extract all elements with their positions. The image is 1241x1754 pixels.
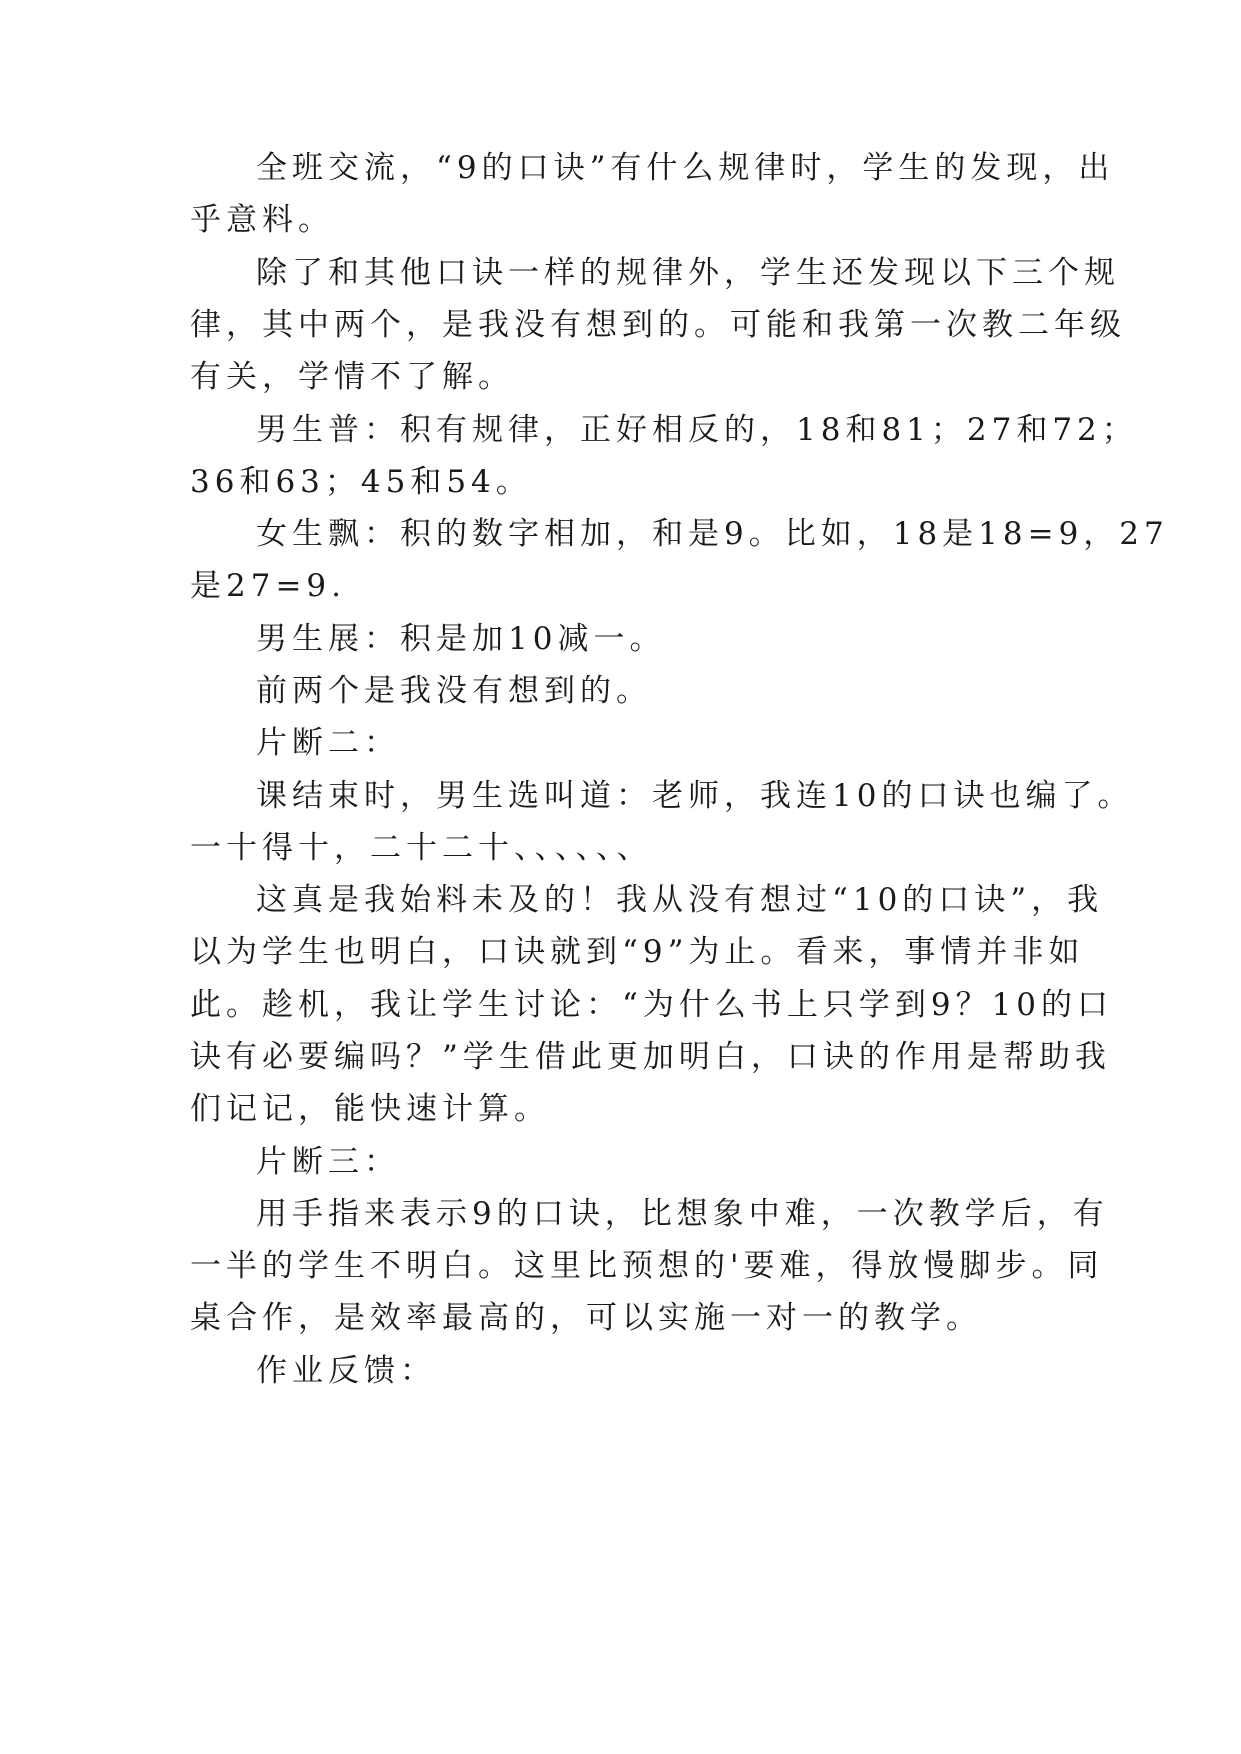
paragraph-line: 以为学生也明白，口诀就到“9”为止。看来，事情并非如 — [190, 934, 1085, 970]
paragraph-line: 这真是我始料未及的！我从没有想过“10的口诀”，我 — [256, 882, 1104, 918]
paragraph-line: 桌合作，是效率最高的，可以实施一对一的教学。 — [190, 1300, 982, 1336]
paragraph-line: 除了和其他口诀一样的规律外，学生还发现以下三个规 — [256, 255, 1120, 291]
paragraph-line: 36和63；45和54。 — [190, 464, 532, 500]
paragraph-line: 乎意料。 — [190, 202, 334, 238]
paragraph-line: 女生飘：积的数字相加，和是9。比如，18是18=9，27 — [256, 516, 1169, 552]
paragraph-line: 男生展：积是加10减一。 — [256, 621, 666, 657]
paragraph-line: 用手指来表示9的口诀，比想象中难，一次教学后，有 — [256, 1196, 1109, 1232]
paragraph-line: 律，其中两个，是我没有想到的。可能和我第一次教二年级 — [190, 307, 1126, 343]
section-heading: 片断三： — [256, 1144, 400, 1180]
paragraph-line: 一十得十，二十二十、、、、、、 — [190, 830, 653, 866]
paragraph-line: 此。趁机，我让学生讨论：“为什么书上只学到9？10的口 — [190, 987, 1114, 1023]
section-heading: 片断二： — [256, 725, 400, 761]
section-heading: 作业反馈： — [256, 1353, 436, 1389]
paragraph-line: 有关，学情不了解。 — [190, 359, 514, 395]
paragraph-line: 是27=9. — [190, 568, 346, 604]
paragraph-line: 前两个是我没有想到的。 — [256, 673, 652, 709]
paragraph-line: 课结束时，男生选叫道：老师，我连10的口诀也编了。 — [256, 778, 1134, 814]
paragraph-line: 全班交流，“9的口诀”有什么规律时，学生的发现，出 — [256, 150, 1115, 186]
paragraph-line: 一半的学生不明白。这里比预想的'要难，得放慢脚步。同 — [190, 1248, 1104, 1284]
paragraph-line: 诀有必要编吗？”学生借此更加明白，口诀的作用是帮助我 — [190, 1039, 1111, 1075]
paragraph-line: 男生普：积有规律，正好相反的，18和81；27和72； — [256, 412, 1138, 448]
paragraph-line: 们记记，能快速计算。 — [190, 1091, 550, 1127]
